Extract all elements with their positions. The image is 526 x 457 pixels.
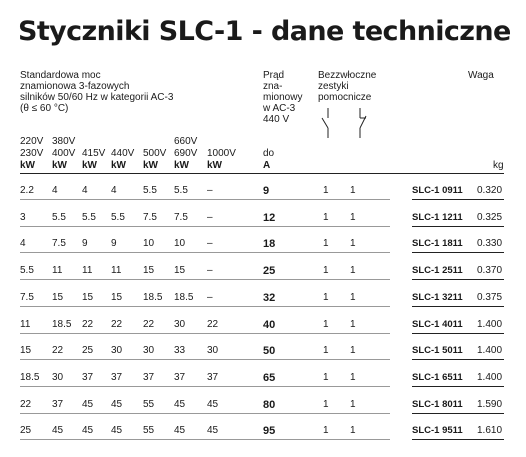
voltage-label: 500V: [143, 148, 167, 159]
current-desc-line: Prąd: [263, 70, 285, 81]
power-value: 37: [174, 372, 186, 383]
contacts-desc-line: zestyki: [318, 81, 349, 92]
power-value: 30: [52, 372, 64, 383]
power-value: 11: [111, 265, 122, 276]
model-underline: [412, 359, 504, 360]
current-value: 12: [263, 212, 276, 224]
no-contact-count: 1: [323, 238, 329, 249]
power-value: 33: [174, 345, 186, 356]
voltage-label: 220V: [20, 136, 44, 147]
weight-value: 0.325: [477, 212, 503, 223]
power-value: –: [207, 185, 213, 196]
voltage-label: 690V: [174, 148, 198, 159]
power-value: –: [207, 292, 213, 303]
nc-contact-count: 1: [350, 292, 356, 303]
weight-value: 1.400: [477, 319, 503, 330]
model-code: SLC-1 1811: [412, 238, 463, 249]
nc-contact-count: 1: [350, 345, 356, 356]
no-contact-count: 1: [323, 425, 329, 436]
power-desc-line: silników 50/60 Hz w kategorii AC-3: [20, 92, 174, 103]
no-contact-count: 1: [323, 399, 329, 410]
row-divider: [20, 413, 390, 414]
voltage-label: 1000V: [207, 148, 236, 159]
model-code: SLC-1 8011: [412, 399, 463, 410]
power-value: –: [207, 212, 213, 223]
row-divider: [20, 386, 390, 387]
power-value: 11: [82, 265, 93, 276]
power-value: 11: [52, 265, 63, 276]
no-contact-count: 1: [323, 372, 329, 383]
current-value: 65: [263, 372, 276, 384]
current-value: 32: [263, 292, 276, 304]
power-value: 3: [20, 212, 26, 223]
power-value: 7.5: [20, 292, 34, 303]
current-desc-line: zna-: [263, 81, 283, 92]
power-value: 30: [174, 319, 186, 330]
power-description: [20, 70, 173, 114]
voltage-label: 415V: [82, 148, 106, 159]
row-divider: [20, 306, 390, 307]
power-value: 18.5: [143, 292, 163, 303]
power-value: 45: [174, 425, 186, 436]
weight-value: 0.370: [477, 265, 503, 276]
row-divider: [20, 199, 390, 200]
power-value: 5.5: [52, 212, 66, 223]
nc-contact-count: 1: [350, 265, 356, 276]
current-desc-line: 440 V: [263, 114, 290, 125]
model-code: SLC-1 3211: [412, 292, 463, 303]
contact-symbols: [318, 106, 378, 142]
power-value: 37: [52, 399, 64, 410]
model-underline: [412, 252, 504, 253]
power-value: 9: [82, 238, 88, 249]
voltage-label: 380V: [52, 136, 76, 147]
power-value: 5.5: [20, 265, 34, 276]
power-value: 22: [111, 319, 123, 330]
power-value: 55: [143, 425, 155, 436]
power-value: 4: [82, 185, 88, 196]
model-code: SLC-1 1211: [412, 212, 463, 223]
power-value: 25: [82, 345, 94, 356]
model-underline: [412, 279, 504, 280]
nc-contact-icon: [360, 108, 366, 138]
model-underline: [412, 386, 504, 387]
current-value: 95: [263, 425, 276, 437]
no-contact-count: 1: [323, 319, 329, 330]
voltage-label: 230V: [20, 148, 44, 159]
power-desc-line: (θ ≤ 60 °C): [20, 103, 69, 114]
row-divider: [20, 439, 390, 440]
current-description: [263, 70, 302, 125]
current-desc-line: mionowy: [263, 92, 303, 103]
power-value: 45: [207, 399, 219, 410]
no-contact-count: 1: [323, 292, 329, 303]
power-value: 22: [207, 319, 219, 330]
model-code: SLC-1 2511: [412, 265, 463, 276]
weight-value: 0.375: [477, 292, 503, 303]
power-value: 30: [111, 345, 123, 356]
model-underline: [412, 333, 504, 334]
power-value: 45: [52, 425, 64, 436]
power-value: 7.5: [52, 238, 66, 249]
current-unit: A: [263, 160, 271, 171]
unit-label: kW: [82, 160, 97, 171]
power-value: 15: [174, 265, 186, 276]
power-value: 37: [82, 372, 94, 383]
power-value: 25: [20, 425, 32, 436]
power-value: 18.5: [20, 372, 40, 383]
row-divider: [20, 279, 390, 280]
power-value: 18.5: [52, 319, 72, 330]
power-value: 7.5: [143, 212, 157, 223]
model-code: SLC-1 4011: [412, 319, 463, 330]
row-divider: [20, 333, 390, 334]
no-contact-count: 1: [323, 345, 329, 356]
power-value: 15: [111, 292, 123, 303]
power-value: 15: [52, 292, 64, 303]
contacts-description: [318, 70, 376, 103]
power-value: 2.2: [20, 185, 34, 196]
power-desc-line: znamionowa 3-fazowych: [20, 81, 130, 92]
power-value: 15: [143, 265, 155, 276]
nc-contact-count: 1: [350, 185, 356, 196]
current-value: 50: [263, 345, 276, 357]
current-desc-line: w AC-3: [263, 103, 296, 114]
voltage-label: 400V: [52, 148, 76, 159]
power-value: 5.5: [82, 212, 96, 223]
nc-contact-count: 1: [350, 372, 356, 383]
nc-contact-count: 1: [350, 319, 356, 330]
power-value: 9: [111, 238, 117, 249]
model-code: SLC-1 5011: [412, 345, 463, 356]
weight-value: 1.400: [477, 372, 503, 383]
unit-label: kW: [111, 160, 126, 171]
current-value: 25: [263, 265, 276, 277]
row-divider: [20, 252, 390, 253]
power-value: 11: [20, 319, 31, 330]
weight-value: 1.400: [477, 345, 503, 356]
power-value: 22: [52, 345, 64, 356]
model-underline: [412, 413, 504, 414]
unit-label: kW: [52, 160, 67, 171]
power-value: 18.5: [174, 292, 194, 303]
no-contact-count: 1: [323, 185, 329, 196]
power-value: 7.5: [174, 212, 188, 223]
row-divider: [20, 359, 390, 360]
power-value: 30: [143, 345, 155, 356]
nc-contact-count: 1: [350, 212, 356, 223]
power-value: 55: [143, 399, 155, 410]
current-value: 9: [263, 185, 270, 197]
contacts-desc-line: Bezzwłoczne: [318, 70, 377, 81]
power-value: 45: [111, 425, 123, 436]
voltage-label: 440V: [111, 148, 135, 159]
nc-contact-count: 1: [350, 238, 356, 249]
no-contact-icon: [322, 108, 328, 138]
header-rule: [20, 173, 504, 174]
model-code: SLC-1 9511: [412, 425, 463, 436]
power-value: 15: [82, 292, 94, 303]
power-value: 45: [82, 425, 94, 436]
nc-contact-count: 1: [350, 425, 356, 436]
no-contact-count: 1: [323, 265, 329, 276]
unit-label: kW: [20, 160, 35, 171]
power-value: 45: [174, 399, 186, 410]
page-title: Styczniki SLC-1 - dane techniczne: [18, 16, 511, 47]
no-contact-count: 1: [323, 212, 329, 223]
model-underline: [412, 199, 504, 200]
power-value: 30: [207, 345, 219, 356]
current-value: 18: [263, 238, 276, 250]
power-value: 37: [207, 372, 219, 383]
power-value: 45: [111, 399, 123, 410]
unit-label: kW: [143, 160, 158, 171]
weight-value: 1.590: [477, 399, 503, 410]
unit-label: kW: [207, 160, 222, 171]
model-underline: [412, 226, 504, 227]
power-value: 37: [111, 372, 123, 383]
power-value: 22: [143, 319, 155, 330]
power-desc-line: Standardowa moc: [20, 70, 101, 81]
power-value: 10: [174, 238, 186, 249]
current-prefix: do: [263, 148, 275, 159]
power-value: 22: [20, 399, 32, 410]
power-value: 4: [52, 185, 58, 196]
weight-value: 1.610: [477, 425, 503, 436]
weight-value: 0.330: [477, 238, 503, 249]
model-underline: [412, 439, 504, 440]
weight-value: 0.320: [477, 185, 503, 196]
nc-contact-count: 1: [350, 399, 356, 410]
power-value: 4: [20, 238, 26, 249]
model-code: SLC-1 6511: [412, 372, 463, 383]
weight-unit: kg: [493, 160, 504, 171]
power-value: 4: [111, 185, 117, 196]
power-value: 10: [143, 238, 155, 249]
row-divider: [20, 226, 390, 227]
voltage-label: 660V: [174, 136, 198, 147]
power-value: 5.5: [174, 185, 188, 196]
model-code: SLC-1 0911: [412, 185, 463, 196]
power-value: 5.5: [143, 185, 157, 196]
power-value: 15: [20, 345, 32, 356]
power-value: 45: [207, 425, 219, 436]
weight-label: Waga: [468, 70, 494, 81]
current-value: 80: [263, 399, 276, 411]
unit-label: kW: [174, 160, 189, 171]
power-value: 45: [82, 399, 94, 410]
power-value: –: [207, 265, 213, 276]
model-underline: [412, 306, 504, 307]
current-value: 40: [263, 319, 276, 331]
power-value: 37: [143, 372, 155, 383]
power-value: –: [207, 238, 213, 249]
contacts-desc-line: pomocnicze: [318, 92, 372, 103]
power-value: 5.5: [111, 212, 125, 223]
power-value: 22: [82, 319, 94, 330]
